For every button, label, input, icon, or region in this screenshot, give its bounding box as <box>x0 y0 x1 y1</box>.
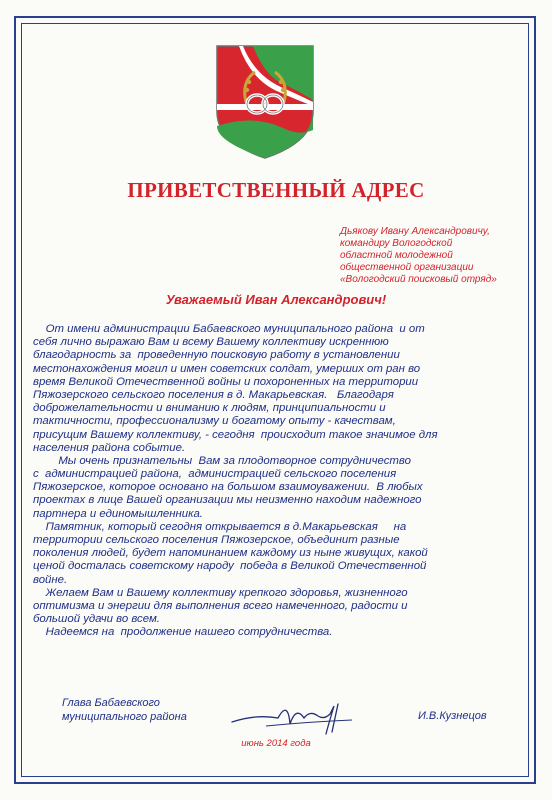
body-line: присущим Вашему коллективу, - сегодня происходит такое значимое для <box>33 428 438 441</box>
addressee-line: областной молодежной <box>340 250 453 261</box>
body-line: проектах в лице Вашей организации мы неизменно находим надежного <box>33 494 422 507</box>
body-line: оптимизма и энергии для выполнения всего намеченного, радости и <box>33 599 408 612</box>
addressee-line: общественной организации <box>340 262 474 273</box>
addressee-block <box>340 226 530 286</box>
body-line: территории сельского поселения Пяжозерское, объединит разные <box>33 534 400 546</box>
salutation: Уважаемый Иван Александрович! <box>165 292 387 307</box>
body-line: Мы очень признательны Вам за плодотворное сотрудничество <box>33 454 411 467</box>
signer-position-line: Глава Бабаевского <box>62 697 160 709</box>
body-line: время Великой Отечественной войны и похороненных на территории <box>33 375 419 388</box>
body-line: тактичности, профессионализму и богатому опыту - качествам, <box>33 415 396 428</box>
addressee-line: «Вологодский поисковый отряд» <box>340 274 497 285</box>
body-line: Пяжозерского сельского поселения в д. Макарьевская. Благодаря <box>33 388 394 401</box>
body-line: местонахождения могил и имен советских солдат, умерших от ран во <box>33 362 421 375</box>
body-line: большой удачи во всем. <box>33 613 160 626</box>
body-line: Желаем Вам и Вашему коллективу крепкого здоровья, жизненного <box>33 586 408 599</box>
handwritten-signature-icon <box>226 696 366 736</box>
signer-position <box>62 696 187 724</box>
body-line: партнера и единомышленника. <box>33 507 203 520</box>
body-line: От имени администрации Бабаевского муниципального района и от <box>33 323 425 335</box>
document-title: ПРИВЕТСТВЕННЫЙ АДРЕС <box>127 178 425 202</box>
body-line: Надеемся на продолжение нашего сотрудничества. <box>33 626 333 639</box>
signer-position-line: муниципального района <box>62 711 187 723</box>
signer-name: И.В.Кузнецов <box>418 710 487 722</box>
body-line: населения района событие. <box>33 441 186 454</box>
body-line: Памятник, который сегодня открывается в д.Макарьевская на <box>33 520 407 533</box>
body-line: доброжелательности и вниманию к людям, принципиальности и <box>33 402 386 415</box>
letter-body <box>33 323 523 640</box>
body-line: ценой досталась советскому народу победа в Великой Отечественной <box>33 560 427 573</box>
addressee-line: Дьякову Ивану Александровичу, <box>340 226 490 237</box>
coat-of-arms-icon <box>213 42 317 162</box>
body-line: Пяжозерское, которое основано на большом взаимоуважении. В любых <box>33 481 423 494</box>
body-line: себя лично выражаю Вам и всему Вашему коллективу искреннюю <box>33 336 389 349</box>
document-date: июнь 2014 года <box>241 738 311 749</box>
addressee-line: командиру Вологодской <box>340 238 453 249</box>
body-line: поколения людей, будет напоминанием каждому из ныне живущих, какой <box>33 547 428 560</box>
body-line: с администрацией района, администрацией сельского поселения <box>33 468 397 481</box>
body-line: войне. <box>33 573 68 586</box>
body-line: благодарность за проведенную поисковую работу в установлении <box>33 349 400 362</box>
